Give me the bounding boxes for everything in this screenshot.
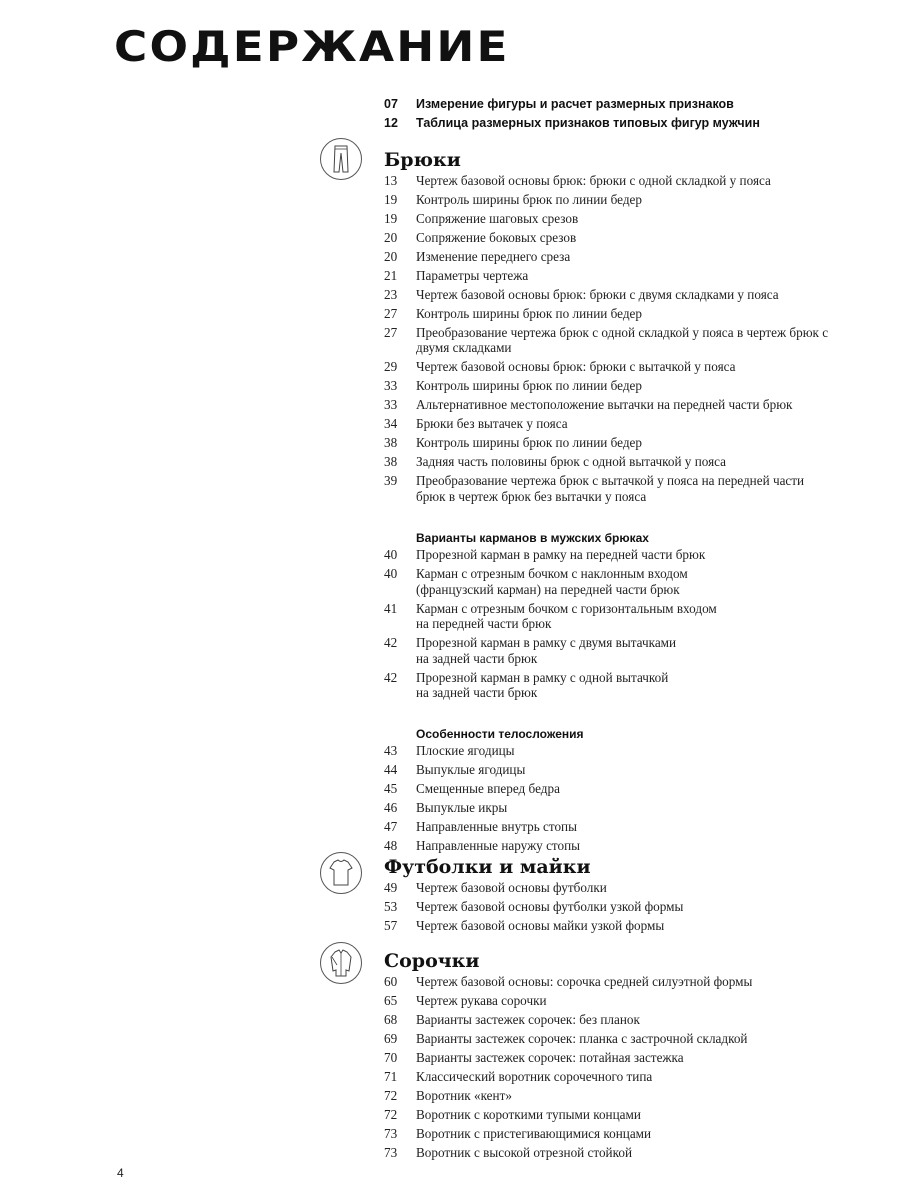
page-ref: 60 xyxy=(384,974,398,989)
entry-title: Контроль ширины брюк по линии бедер xyxy=(416,378,642,394)
page-ref: 27 xyxy=(384,305,398,321)
trousers-icon xyxy=(320,138,362,180)
page-ref: 46 xyxy=(384,800,398,816)
page-ref: 68 xyxy=(384,1011,398,1027)
entry-title: Измерение фигуры и расчет размерных признаков xyxy=(416,97,734,111)
toc-entry[interactable] xyxy=(384,1107,836,1123)
entry-title: Направленные внутрь стопы xyxy=(416,819,577,835)
section-heading: Футболки и майки xyxy=(384,856,591,878)
toc-entry[interactable] xyxy=(384,249,836,265)
page-ref: 70 xyxy=(384,1049,398,1065)
entry-title: Задняя часть половины брюк с одной вытачкой у пояса xyxy=(416,454,727,470)
entry-title: Чертеж базовой основы футболки узкой формы xyxy=(416,898,684,914)
entry-title: Выпуклые икры xyxy=(416,800,508,816)
toc-entry[interactable] xyxy=(384,268,836,284)
toc-entry[interactable] xyxy=(384,566,836,597)
toc-entry[interactable] xyxy=(384,781,836,797)
page-ref: 53 xyxy=(384,898,398,914)
entry-title: Преобразование чертежа брюк с вытачкой у пояса на передней части брюк в чертеж брюк без вытачки у пояса xyxy=(416,473,805,504)
tshirt-icon xyxy=(320,852,362,894)
page-ref: 49 xyxy=(384,880,398,895)
page-number: 4 xyxy=(117,1166,124,1180)
entry-list xyxy=(384,974,836,1160)
entry-title: Таблица размерных признаков типовых фигур мужчин xyxy=(416,116,760,130)
page-ref: 47 xyxy=(384,819,398,835)
entry-title: Контроль ширины брюк по линии бедер xyxy=(416,305,642,321)
toc-entry[interactable] xyxy=(384,880,836,896)
entry-title: Альтернативное местоположение вытачки на передней части брюк xyxy=(416,397,793,413)
toc-entry[interactable] xyxy=(384,819,836,835)
entry-title: Чертеж базовой основы майки узкой формы xyxy=(416,917,665,933)
toc-entry[interactable] xyxy=(384,670,836,701)
page-ref: 38 xyxy=(384,435,398,451)
page-ref: 71 xyxy=(384,1068,398,1084)
entry-title: Брюки без вытачек у пояса xyxy=(416,416,568,432)
entry-title: Чертеж рукава сорочки xyxy=(416,992,547,1008)
page-ref: 19 xyxy=(384,191,398,207)
page-ref: 72 xyxy=(384,1106,398,1122)
toc-entry[interactable] xyxy=(384,325,836,356)
entry-title: Параметры чертежа xyxy=(416,267,529,283)
toc-entry[interactable] xyxy=(384,397,836,413)
page-ref: 21 xyxy=(384,267,398,283)
page-ref: 27 xyxy=(384,324,398,340)
entry-title: Смещенные вперед бедра xyxy=(416,781,560,797)
toc-entry[interactable] xyxy=(384,116,760,135)
entry-title: Карман с отрезным бочком с наклонным входом (французский карман) на передней части брюк xyxy=(416,565,688,597)
page-ref: 43 xyxy=(384,743,398,759)
page-ref: 20 xyxy=(384,229,398,245)
entry-title: Контроль ширины брюк по линии бедер xyxy=(416,435,642,451)
toc-entry[interactable] xyxy=(384,287,836,303)
entry-title: Карман с отрезным бочком с горизонтальным входом на передней части брюк xyxy=(416,600,717,632)
toc-entry[interactable] xyxy=(384,359,836,375)
entry-title: Прорезной карман в рамку с одной вытачкой на задней части брюк xyxy=(416,669,669,701)
toc-entry[interactable] xyxy=(384,211,836,227)
toc-entry[interactable] xyxy=(384,899,836,915)
subsection-heading: Особенности телосложения xyxy=(416,727,584,742)
toc-entry[interactable] xyxy=(384,762,836,778)
entry-list xyxy=(384,880,836,934)
page-title: СОДЕРЖАНИЕ xyxy=(114,22,510,71)
entry-title: Изменение переднего среза xyxy=(416,248,571,264)
entry-title: Чертеж базовой основы футболки xyxy=(416,880,607,895)
page-ref: 40 xyxy=(384,565,398,581)
page-ref: 39 xyxy=(384,473,398,489)
intro-list xyxy=(384,97,760,135)
entry-title: Воротник с короткими тупыми концами xyxy=(416,1106,641,1122)
page-ref: 34 xyxy=(384,416,398,432)
entry-title: Воротник с пристегивающимися концами xyxy=(416,1125,652,1141)
toc-entry[interactable] xyxy=(384,838,836,854)
toc-entry[interactable] xyxy=(384,435,836,451)
toc-entry[interactable] xyxy=(384,601,836,632)
page-ref: 07 xyxy=(384,97,398,111)
section-heading: Сорочки xyxy=(384,950,480,972)
page-ref: 72 xyxy=(384,1087,398,1103)
entry-title: Сопряжение боковых срезов xyxy=(416,229,577,245)
shirt-icon xyxy=(320,942,362,984)
toc-entry[interactable] xyxy=(384,454,836,470)
toc-entry[interactable] xyxy=(384,743,836,759)
page-ref: 38 xyxy=(384,454,398,470)
page-ref: 33 xyxy=(384,397,398,413)
toc-entry[interactable] xyxy=(384,230,836,246)
entry-title: Выпуклые ягодицы xyxy=(416,762,526,778)
subsection-heading: Варианты карманов в мужских брюках xyxy=(416,530,649,545)
page-ref: 44 xyxy=(384,762,398,778)
page-ref: 41 xyxy=(384,600,398,616)
toc-entry[interactable] xyxy=(384,378,836,394)
page-ref: 73 xyxy=(384,1125,398,1141)
toc-entry[interactable] xyxy=(384,473,836,504)
entry-list xyxy=(384,547,836,701)
entry-title: Направленные наружу стопы xyxy=(416,838,581,854)
toc-entry[interactable] xyxy=(384,1012,836,1028)
entry-list xyxy=(384,173,836,505)
toc-entry[interactable] xyxy=(384,918,836,934)
toc-entry[interactable] xyxy=(384,993,836,1009)
page-ref: 33 xyxy=(384,378,398,394)
toc-entry[interactable] xyxy=(384,547,836,563)
section-tshirts xyxy=(384,855,836,937)
toc-entry[interactable] xyxy=(384,1126,836,1142)
entry-title: Чертеж базовой основы: сорочка средней силуэтной формы xyxy=(416,974,753,989)
page-ref: 42 xyxy=(384,635,398,651)
page-ref: 20 xyxy=(384,248,398,264)
toc-entry[interactable] xyxy=(384,800,836,816)
page-ref: 65 xyxy=(384,992,398,1008)
entry-list xyxy=(384,743,836,854)
entry-title: Чертеж базовой основы брюк: брюки с двумя складками у пояса xyxy=(416,286,779,302)
toc-entry[interactable] xyxy=(384,1031,836,1047)
entry-title: Варианты застежек сорочек: планка с застрочной складкой xyxy=(416,1030,748,1046)
section-heading: Брюки xyxy=(384,149,461,171)
entry-title: Чертеж базовой основы брюк: брюки с одной складкой у пояса xyxy=(416,173,771,188)
page-ref: 12 xyxy=(384,116,398,130)
entry-title: Классический воротник сорочечного типа xyxy=(416,1068,653,1084)
toc-entry[interactable] xyxy=(384,635,836,666)
toc-entry[interactable] xyxy=(384,1050,836,1066)
toc-entry[interactable] xyxy=(384,97,760,116)
entry-title: Плоские ягодицы xyxy=(416,743,515,759)
entry-title: Сопряжение шаговых срезов xyxy=(416,210,579,226)
entry-title: Варианты застежек сорочек: потайная застежка xyxy=(416,1049,684,1065)
toc-entry[interactable] xyxy=(384,1145,836,1161)
entry-title: Чертеж базовой основы брюк: брюки с вытачкой у пояса xyxy=(416,359,736,375)
toc-entry[interactable] xyxy=(384,192,836,208)
section-trousers xyxy=(384,148,836,857)
page-ref: 73 xyxy=(384,1144,398,1160)
page-ref: 40 xyxy=(384,546,398,562)
page-ref: 42 xyxy=(384,669,398,685)
toc-entry[interactable] xyxy=(384,974,836,990)
entry-title: Воротник с высокой отрезной стойкой xyxy=(416,1144,633,1160)
page-ref: 48 xyxy=(384,838,398,854)
page-ref: 69 xyxy=(384,1030,398,1046)
entry-title: Варианты застежек сорочек: без планок xyxy=(416,1011,640,1027)
page-ref: 23 xyxy=(384,286,398,302)
section-shirts xyxy=(384,949,836,1164)
page-ref: 19 xyxy=(384,210,398,226)
toc-entry[interactable] xyxy=(384,1088,836,1104)
entry-title: Прорезной карман в рамку с двумя вытачками на задней части брюк xyxy=(416,635,677,666)
entry-title: Воротник «кент» xyxy=(416,1087,512,1103)
entry-title: Преобразование чертежа брюк с одной складкой у пояса в чертеж брюк с двумя складками xyxy=(416,324,829,356)
page-ref: 45 xyxy=(384,781,398,797)
page-ref: 29 xyxy=(384,359,398,375)
page-ref: 57 xyxy=(384,917,398,933)
page-ref: 13 xyxy=(384,173,398,188)
toc-entry[interactable] xyxy=(384,173,836,189)
entry-title: Прорезной карман в рамку на передней части брюк xyxy=(416,546,706,562)
toc-entry[interactable] xyxy=(384,416,836,432)
toc-entry[interactable] xyxy=(384,306,836,322)
toc-entry[interactable] xyxy=(384,1069,836,1085)
entry-title: Контроль ширины брюк по линии бедер xyxy=(416,191,642,207)
